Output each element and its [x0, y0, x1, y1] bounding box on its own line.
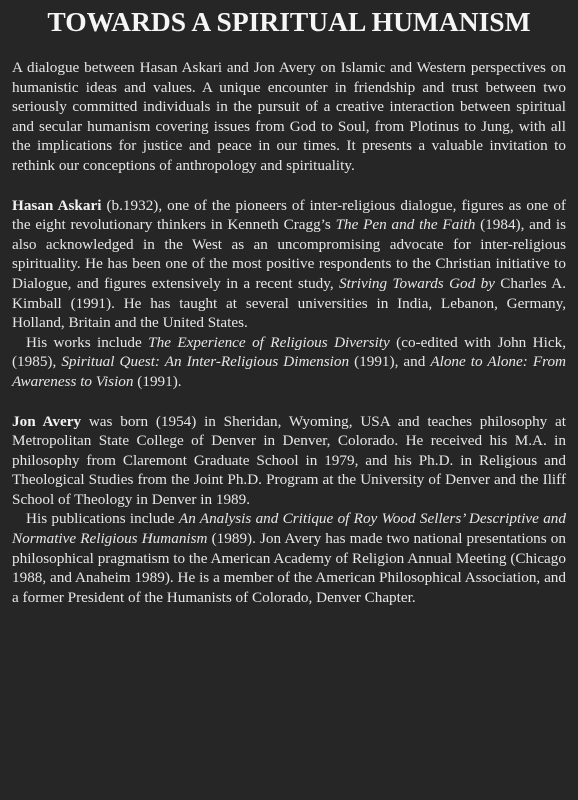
book-title: TOWARDS A SPIRITUAL HUMANISM: [47, 6, 531, 37]
askari-text: (1984), and is also acknowledged in the West as an uncompromising advocate for inter-religious spirituality. He has been one of the most positive respondents to the Christian initiative to Dialogue, and figures extensively in a recent study,: [12, 216, 566, 292]
book-title-analysis-critique: An Analysis and Critique of Roy Wood Sellers’ Descriptive and Normative Religious Humanism: [12, 510, 566, 548]
avery-biography: [12, 412, 566, 608]
book-title-experience: The Experience of Religious Diversity: [148, 333, 390, 351]
askari-paragraph-1: [12, 196, 566, 333]
askari-text: (b.1932), one of the pioneers of inter-religious dialogue, figures as one of the eight revolutionary thinkers in Kenneth Cragg’s: [12, 196, 566, 234]
askari-text: (1991).: [133, 372, 182, 390]
book-title-pen-and-faith: The Pen and the Faith: [335, 216, 476, 234]
book-title-alone-to-alone: Alone to Alone: From Awareness to Vision: [12, 353, 567, 390]
avery-name: Jon Avery: [12, 412, 82, 430]
avery-text: was born (1954) in Sheridan, Wyoming, USA and teaches philosophy at Metropolitan State College of Denver in Denver, Colorado. He received his M.A. in philosophy from Claremont Graduate School in 1979, and his Ph.D. in Religious and Theological Studies from the Joint Ph.D. Program at the University of Denver and the Iliff School of Theology in Denver in 1989.: [12, 412, 566, 508]
askari-text: (1991), and: [349, 353, 431, 371]
book-title-striving: Striving Towards God by: [339, 274, 495, 292]
askari-paragraph-2: [12, 333, 566, 392]
askari-text: (co-edited with John Hick, (1985),: [12, 333, 566, 371]
askari-biography: [12, 196, 566, 392]
book-description: A dialogue between Hasan Askari and Jon Avery on Islamic and Western perspectives on humanistic ideas and values. A unique encounter in friendship and trust between two seriously committed individuals in the pursuit of a creative interaction between spiritual and secular humanism covering issues from God to Soul, from Plotinus to Jung, with all the implications for justice and peace in our times. It presents a valuable invitation to rethink our conceptions of anthropology and spirituality.: [12, 59, 566, 174]
askari-text: His works include: [26, 333, 149, 351]
askari-text: Charles A. Kimball (1991). He has taught at several universities in India, Lebanon, Germany, Holland, Britain and the United States.: [12, 274, 566, 332]
avery-paragraph-2: [12, 509, 566, 607]
avery-paragraph-1: [12, 412, 566, 510]
book-title-spiritual-quest: Spiritual Quest: An Inter-Religious Dimension: [61, 353, 350, 371]
avery-text: (1989). Jon Avery has made two national presentations on philosophical pragmatism to the American Academy of Religion Annual Meeting (Chicago 1988, and Anaheim 1989). He is a member of the American Philosophical Association, and a former President of the Humanists of Colorado, Denver Chapter.: [12, 530, 566, 606]
avery-text: His publications include: [26, 510, 179, 528]
askari-name: Hasan Askari: [12, 196, 102, 214]
